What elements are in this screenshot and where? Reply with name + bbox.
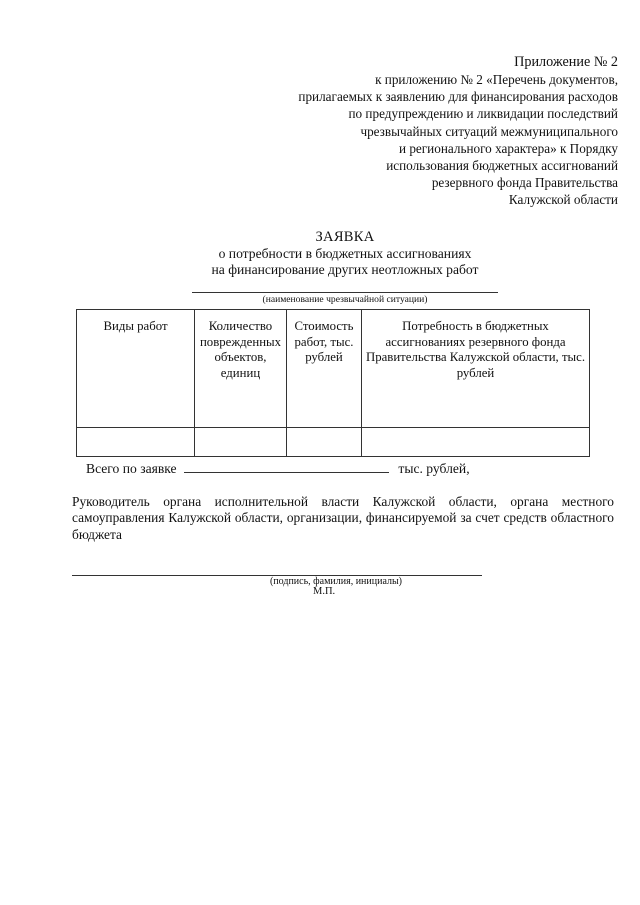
table-row — [77, 428, 590, 457]
annex-block — [258, 54, 618, 209]
header-reserve-fund-need: Потребность в бюджетных ассигнованиях резервного фонда Правительства Калужской области, тыс. рублей — [362, 310, 590, 428]
stamp-place: М.П. — [313, 586, 336, 597]
header-work-types: Виды работ — [77, 310, 195, 428]
request-table — [76, 309, 590, 457]
document-title: ЗАЯВКА — [315, 229, 375, 245]
annex-line: Калужской области — [508, 192, 618, 208]
table-header-row — [77, 310, 590, 428]
header-damaged-objects: Количество поврежденных объектов, единиц — [195, 310, 287, 428]
annex-title: Приложение № 2 — [514, 54, 618, 70]
header-work-cost: Стоимость работ, тыс. рублей — [287, 310, 362, 428]
total-line — [86, 460, 470, 477]
annex-line: и регионального характера» к Порядку — [398, 140, 618, 156]
annex-line: резервного фонда Правительства — [431, 175, 618, 191]
annex-line: прилагаемых к заявлению для финансирования расходов — [298, 89, 618, 105]
annex-line: чрезвычайных ситуаций межмуниципального — [360, 123, 618, 139]
signature-caption: (подпись, фамилия, инициалы) — [269, 576, 403, 587]
document-subtitle-line-2: на финансирование других неотложных работ — [211, 262, 479, 277]
total-amount-field — [184, 460, 389, 473]
table-cell — [287, 428, 362, 457]
situation-name-line — [192, 292, 498, 293]
annex-line: по предупреждению и ликвидации последствий — [348, 106, 618, 122]
table-cell — [77, 428, 195, 457]
table-cell — [362, 428, 590, 457]
annex-line: к приложению № 2 «Перечень документов, — [375, 72, 618, 87]
annex-line: использования бюджетных ассигнований — [386, 158, 618, 174]
table-cell — [195, 428, 287, 457]
total-label: Всего по заявке — [86, 461, 177, 476]
document-subtitle-line-1: о потребности в бюджетных ассигнованиях — [218, 246, 472, 261]
total-unit: тыс. рублей, — [398, 461, 470, 476]
situation-name-caption: (наименование чрезвычайной ситуации) — [262, 294, 428, 305]
head-of-organization-text: Руководитель органа исполнительной власти Калужской области, органа местного самоуправления Калужской области, организации, финансируемой за счет средств областного бюджета — [72, 494, 614, 542]
